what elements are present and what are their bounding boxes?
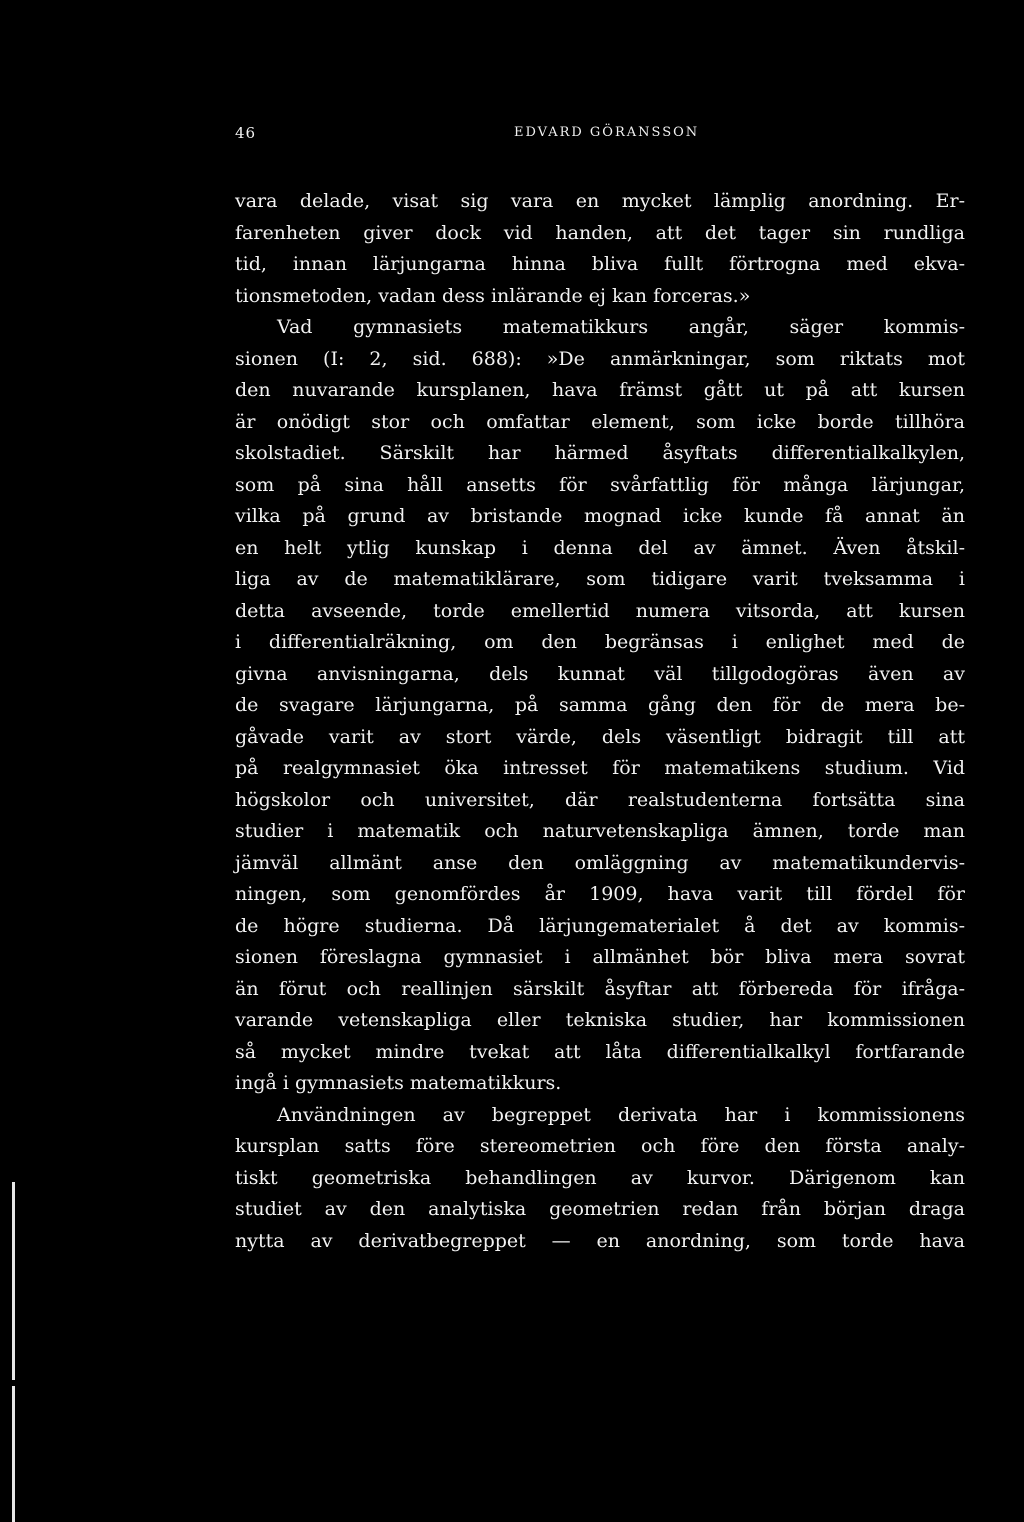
text-line: farenheten giver dock vid handen, att det tager sin rundliga	[235, 221, 965, 244]
text-line: studiet av den analytiska geometrien redan från början draga	[235, 1198, 965, 1220]
text-line: Vad gymnasiets matematikkurs angår, säger kommis-	[277, 316, 965, 338]
text-line: de svagare lärjungarna, på samma gång den för de mera be-	[235, 694, 965, 716]
running-head: EDVARD GÖRANSSON	[514, 125, 700, 140]
text-line: givna anvisningarna, dels kunnat väl tillgodogöras även av	[235, 662, 965, 685]
text-line: skolstadiet. Särskilt har härmed åsyftats differentialkalkylen,	[235, 442, 965, 464]
text-line: jämväl allmänt anse den omläggning av matematikundervis-	[235, 851, 965, 874]
text-line: är onödigt stor och omfattar element, som icke borde tillhöra	[235, 410, 965, 433]
text-line: än förut och reallinjen särskilt åsyftar att förbereda för ifråga-	[235, 977, 965, 1000]
text-line: studier i matematik och naturvetenskapliga ämnen, torde man	[235, 820, 965, 842]
text-line: ingå i gymnasiets matematikkurs.	[235, 1072, 562, 1094]
text-line: Användningen av begreppet derivata har i kommissionens	[277, 1103, 965, 1126]
text-line: sionen (I: 2, sid. 688): »De anmärkningar, som riktats mot	[235, 347, 965, 370]
text-line: de högre studierna. Då lärjungematerialet å det av kommis-	[235, 914, 965, 937]
text-line: gåvade varit av stort värde, dels väsentligt bidragit till att	[235, 725, 965, 748]
scan-margin-bar	[12, 1182, 15, 1380]
text-line: vilka på grund av bristande mognad icke kunde få annat än	[235, 505, 965, 527]
text-line: tiskt geometriska behandlingen av kurvor. Därigenom kan	[235, 1166, 965, 1189]
text-line: liga av de matematiklärare, som tidigare varit tveksamma i	[235, 568, 965, 590]
text-line: på realgymnasiet öka intresset för matematikens studium. Vid	[235, 757, 965, 779]
page-header	[235, 124, 965, 148]
text-line: tid, innan lärjungarna hinna bliva fullt förtrogna med ekva-	[235, 253, 965, 275]
text-line: en helt ytlig kunskap i denna del av ämnet. Även åtskil-	[235, 536, 965, 559]
text-line: tionsmetoden, vadan dess inlärande ej kan forceras.»	[235, 284, 751, 307]
text-line: kursplan satts före stereometrien och före den första analy-	[235, 1135, 965, 1157]
text-line: ningen, som genomfördes år 1909, hava varit till fördel för	[235, 883, 965, 905]
text-line: sionen föreslagna gymnasiet i allmänhet bör bliva mera sovrat	[235, 946, 965, 968]
text-line: vara delade, visat sig vara en mycket lämplig anordning. Er-	[235, 190, 965, 212]
text-line: detta avseende, torde emellertid numera vitsorda, att kursen	[235, 599, 965, 622]
text-line: nytta av derivatbegreppet — en anordning, som torde hava	[235, 1229, 965, 1252]
text-line: högskolor och universitet, där realstudenterna fortsätta sina	[235, 788, 965, 811]
text-line: varande vetenskapliga eller tekniska studier, har kommissionen	[235, 1009, 965, 1031]
text-line: den nuvarande kursplanen, hava främst gått ut på att kursen	[235, 379, 965, 401]
page-number: 46	[235, 124, 257, 142]
text-line: i differentialräkning, om den begränsas i enlighet med de	[235, 631, 965, 653]
scan-margin-bar	[12, 1386, 15, 1522]
text-line: så mycket mindre tvekat att låta differentialkalkyl fortfarande	[235, 1040, 965, 1063]
body-text	[235, 186, 965, 1257]
text-line: som på sina håll ansetts för svårfattlig för många lärjungar,	[235, 473, 965, 496]
